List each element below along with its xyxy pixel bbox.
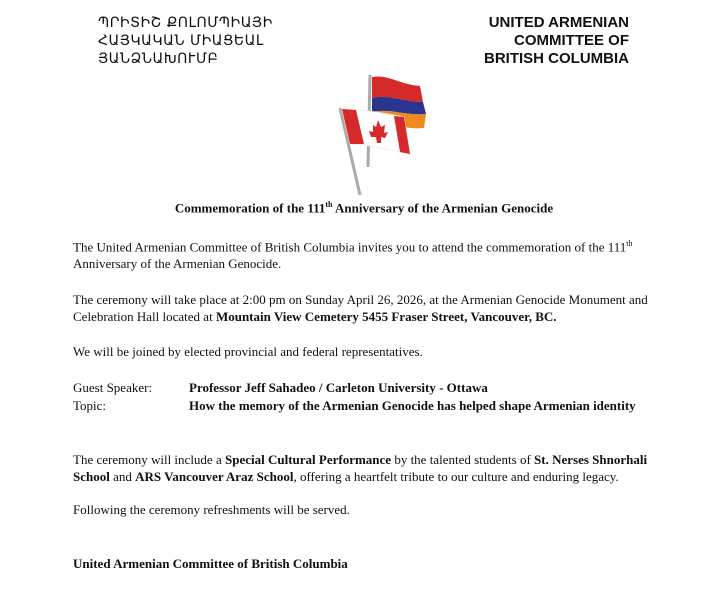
english-line: COMMITTEE OF bbox=[514, 32, 629, 49]
paragraph-location: The ceremony will take place at 2:00 pm on Sunday April 26, 2026, at the Armenian Genocide Monument and Celebration Hall located at Mountain View Cemetery 5455 Fraser Street, Vancouver, BC. bbox=[73, 292, 648, 324]
english-org-name bbox=[484, 14, 629, 68]
armenian-line: ՅԱՆՁՆԱԽՈՒՄԲ bbox=[98, 51, 219, 67]
paragraph-refreshments: Following the ceremony refreshments will be served. bbox=[73, 502, 350, 517]
armenian-line: ՊՐԻՏԻՇ ՔՈԼՈՄՊԻԱՅԻ bbox=[98, 15, 273, 31]
paragraph-invitation: The United Armenian Committee of British Columbia invites you to attend the commemoration of the 111th Anniversary of the Armenian Genocide. bbox=[73, 239, 633, 272]
english-line: BRITISH COLUMBIA bbox=[484, 50, 629, 67]
signature: United Armenian Committee of British Columbia bbox=[73, 556, 348, 571]
topic-value: How the memory of the Armenian Genocide has helped shape Armenian identity bbox=[189, 398, 636, 413]
english-line: UNITED ARMENIAN bbox=[488, 14, 629, 31]
paragraph-performance: The ceremony will include a Special Cultural Performance by the talented students of St. Nerses Shnorhali School and ARS Vancouver Araz School, offering a heartfelt tribute to our culture and enduring legacy. bbox=[73, 452, 648, 484]
speaker-label: Guest Speaker: bbox=[73, 380, 153, 395]
armenian-line: ՀԱՅԿԱԿԱՆ ՄԻԱՑԵԱԼ bbox=[98, 33, 264, 49]
document-title: Commemoration of the 111th Anniversary of the Armenian Genocide bbox=[174, 200, 554, 216]
flags-logo-icon bbox=[328, 72, 428, 197]
speaker-value: Professor Jeff Sahadeo / Carleton University - Ottawa bbox=[189, 380, 488, 395]
topic-label: Topic: bbox=[73, 398, 107, 413]
armenian-org-name bbox=[98, 14, 273, 68]
paragraph-representatives: We will be joined by elected provincial and federal representatives. bbox=[73, 344, 423, 359]
